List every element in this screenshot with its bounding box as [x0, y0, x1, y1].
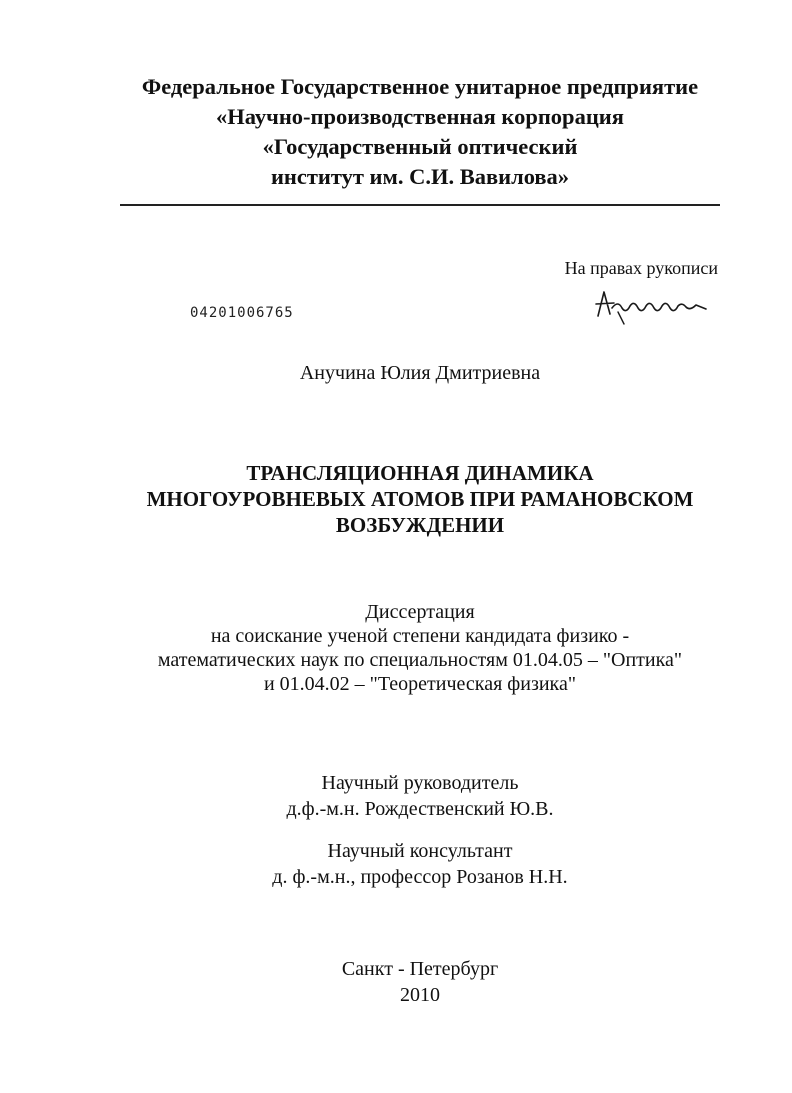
place-year-block	[60, 956, 780, 1008]
document-number: 04201006765	[190, 305, 294, 321]
title-line: ВОЗБУЖДЕНИИ	[335, 513, 505, 537]
organization-line: Федеральное Государственное унитарное предприятие	[141, 74, 699, 99]
dissertation-description	[60, 600, 780, 696]
rights-note: На правах рукописи	[564, 258, 718, 278]
organization-line: «Государственный оптический	[262, 134, 578, 159]
description-line: на соискание ученой степени кандидата физико -	[210, 625, 630, 647]
consultant-name: д. ф.-м.н., профессор Розанов Н.Н.	[272, 866, 568, 888]
organization-line: институт им. С.И. Вавилова»	[270, 164, 570, 189]
year: 2010	[400, 984, 440, 1006]
title-line: ТРАНСЛЯЦИОННАЯ ДИНАМИКА	[246, 461, 594, 485]
dissertation-title	[60, 460, 780, 538]
consultant-block	[60, 838, 780, 890]
signature-icon	[588, 286, 720, 326]
city: Санкт - Петербург	[341, 958, 499, 980]
description-line: Диссертация	[365, 601, 475, 623]
header-divider	[120, 204, 720, 206]
supervisor-block	[60, 770, 780, 822]
author-name: Анучина Юлия Дмитриевна	[299, 362, 541, 384]
description-line: математических наук по специальностям 01.04.05 – "Оптика"	[157, 649, 683, 671]
title-line: МНОГОУРОВНЕВЫХ АТОМОВ ПРИ РАМАНОВСКОМ	[146, 487, 694, 511]
supervisor-role: Научный руководитель	[321, 772, 519, 794]
organization-line: «Научно-производственная корпорация	[216, 104, 624, 129]
description-line: и 01.04.02 – "Теоретическая физика"	[263, 673, 577, 695]
organization-header	[60, 72, 780, 192]
supervisor-name: д.ф.-м.н. Рождественский Ю.В.	[286, 798, 554, 820]
consultant-role: Научный консультант	[327, 840, 513, 862]
